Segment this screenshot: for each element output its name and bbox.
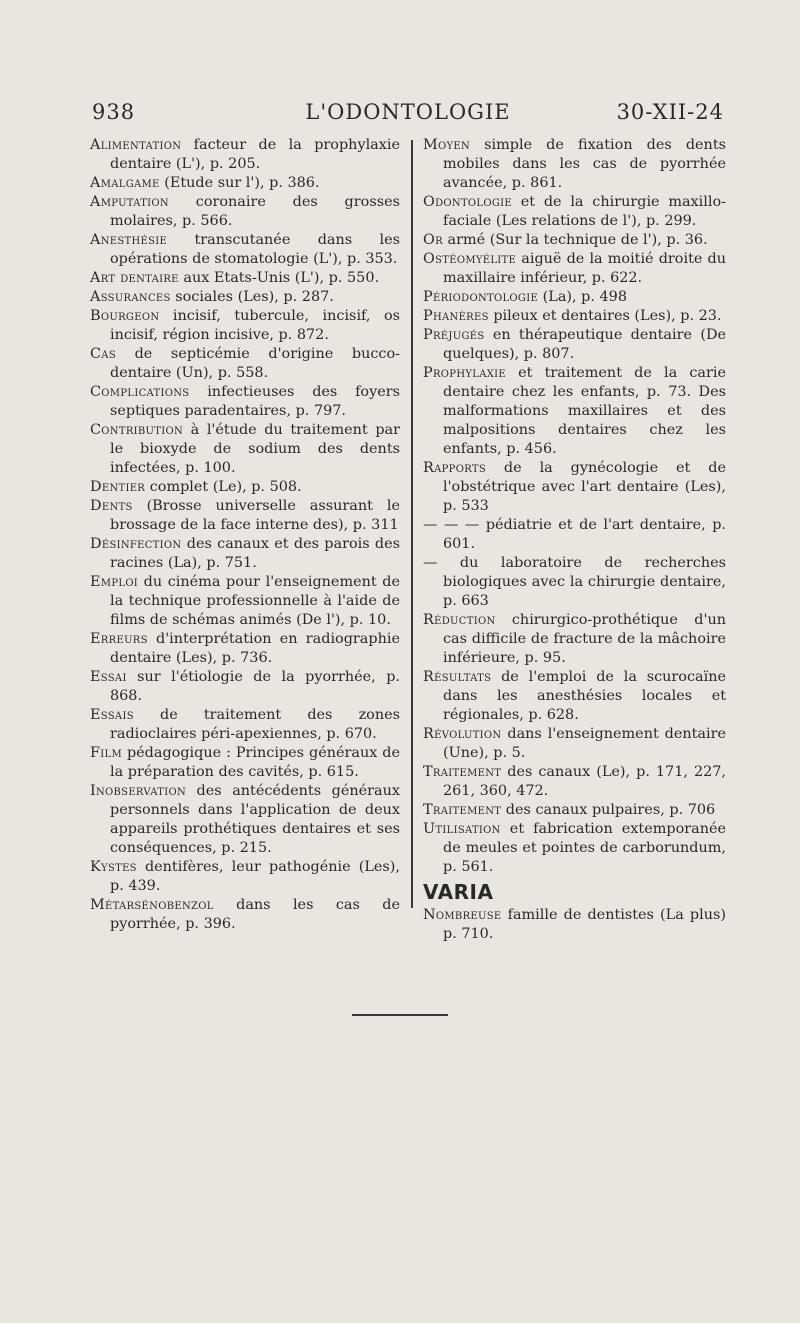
index-entry-text: — du laboratoire de recherches biologiques avec la chirurgie dentaire, p. 663 (423, 555, 726, 609)
journal-title: L'ODONTOLOGIE (305, 100, 511, 124)
index-entry-text: (Etude sur l'), p. 386. (159, 175, 320, 191)
index-entry-text: coronaire des grosses molaires, p. 566. (110, 194, 400, 229)
index-entry (90, 497, 400, 535)
index-entry-text: transcutanée dans les opérations de stomatologie (L'), p. 353. (110, 232, 400, 267)
index-entry (90, 174, 400, 193)
index-entry (423, 288, 726, 307)
index-entry-keyword: Bourgeon (90, 308, 160, 324)
end-rule (352, 1014, 448, 1016)
index-entry-keyword: Résultats (423, 669, 492, 685)
index-entry-text: en thérapeutique dentaire (De quelques), p. 807. (443, 327, 726, 362)
index-entry (90, 193, 400, 231)
index-entry-keyword: Cas (90, 346, 116, 362)
index-entry-text: de traitement des zones radioclaires péri-apexiennes, p. 670. (110, 707, 400, 742)
index-entry-keyword: Essai (90, 669, 127, 685)
index-entry (423, 136, 726, 193)
index-entry-text: chirurgico-prothétique d'un cas difficile de fracture de la mâchoire inférieure, p. 95. (443, 612, 726, 666)
index-entry-text: et fabrication extemporanée de meules et pointes de carborundum, p. 561. (443, 821, 726, 875)
index-entry-text: de la gynécologie et de l'obstétrique avec l'art dentaire (Les), p. 533 (443, 460, 726, 514)
index-entry-text: des canaux pulpaires, p. 706 (501, 802, 716, 818)
index-entry-keyword: Amputation (90, 194, 169, 210)
index-entry-keyword: Périodontologie (423, 289, 539, 305)
column-divider (411, 140, 413, 908)
index-entry-keyword: Rapports (423, 460, 486, 476)
index-entry (90, 269, 400, 288)
index-entry-keyword: Amalgame (90, 175, 160, 191)
varia-heading: VARIA (423, 880, 494, 904)
index-entry-keyword: Traitement (423, 764, 502, 780)
index-entry-text: d'interprétation en radiographie dentaire (Les), p. 736. (110, 631, 400, 666)
index-entry (90, 573, 400, 630)
index-entry-text: des antécédents généraux personnels dans l'application de deux appareils prothétiques dentaires et ses conséquences, p. 215. (110, 783, 400, 856)
index-entry (423, 725, 726, 763)
index-entry (90, 383, 400, 421)
index-entry (423, 906, 726, 944)
issue-date: 30-XII-24 (616, 100, 724, 124)
index-entry-text: facteur de la prophylaxie dentaire (L'), p. 205. (110, 137, 400, 172)
index-entry-text: de l'emploi de la scurocaïne dans les anesthésies locales et régionales, p. 628. (443, 669, 726, 723)
index-entry-keyword: Traitement (423, 802, 502, 818)
index-entry-text: (Brosse universelle assurant le brossage de la face interne des), p. 311 (110, 498, 400, 533)
index-entry-keyword: Complications (90, 384, 190, 400)
index-entry-keyword: Réduction (423, 612, 496, 628)
index-column-left (90, 136, 400, 934)
index-entry-keyword: Erreurs (90, 631, 148, 647)
index-entry-text: (La), p. 498 (538, 289, 627, 305)
index-entry (90, 858, 400, 896)
index-entry-text: aux Etats-Unis (L'), p. 550. (178, 270, 380, 286)
index-entry (90, 630, 400, 668)
index-entry-text: et traitement de la carie dentaire chez les enfants, p. 73. Des malformations maxillaires et des malpositions dentaires chez les enfants, p. 456. (443, 365, 726, 457)
index-entry (423, 326, 726, 364)
index-entry-text: et de la chirurgie maxillo-faciale (Les relations de l'), p. 299. (443, 194, 726, 229)
index-entry (423, 364, 726, 459)
index-entry-keyword: Désinfection (90, 536, 182, 552)
page-header (92, 100, 724, 130)
index-entry (90, 535, 400, 573)
index-entry-keyword: Emploi (90, 574, 139, 590)
index-entry (90, 288, 400, 307)
index-entry (90, 307, 400, 345)
index-entry (423, 801, 726, 820)
index-entry-text: dans les cas de pyorrhée, p. 396. (110, 897, 400, 932)
index-entry-text: à l'étude du traitement par le bioxyde de sodium des dents infectées, p. 100. (110, 422, 400, 476)
index-entry-text: aiguë de la moitié droite du maxillaire inférieur, p. 622. (443, 251, 726, 286)
index-entry (90, 744, 400, 782)
index-entry (90, 345, 400, 383)
index-entry-keyword: Alimentation (90, 137, 182, 153)
index-entry-text: dans l'enseignement dentaire (Une), p. 5. (443, 726, 726, 761)
index-entry-text: pédagogique : Principes généraux de la préparation des cavités, p. 615. (110, 745, 400, 780)
index-entry-text: des canaux (Le), p. 171, 227, 261, 360, 472. (443, 764, 726, 799)
index-entry-text: incisif, tubercule, incisif, os incisif, région incisive, p. 872. (110, 308, 400, 343)
index-entry-text: infectieuses des foyers septiques paradentaires, p. 797. (110, 384, 400, 419)
index-entry-keyword: Contribution (90, 422, 184, 438)
index-entry (423, 611, 726, 668)
index-entry (423, 820, 726, 877)
index-entry-text: sur l'étiologie de la pyorrhée, p. 868. (110, 669, 400, 704)
index-entry-keyword: Phanères (423, 308, 489, 324)
index-entry (423, 193, 726, 231)
index-entry (90, 478, 400, 497)
index-entry-keyword: Inobservation (90, 783, 186, 799)
index-entry-text: des canaux et des parois des racines (La), p. 751. (110, 536, 400, 571)
index-entry-text: dentifères, leur pathogénie (Les), p. 439. (110, 859, 400, 894)
index-entry-keyword: Or (423, 232, 443, 248)
index-entry-text: famille de dentistes (La plus) p. 710. (443, 907, 726, 942)
index-entry-text: de septicémie d'origine bucco-dentaire (Un), p. 558. (110, 346, 400, 381)
index-entry-keyword: Préjugés (423, 327, 485, 343)
index-entry-keyword: Anesthésie (90, 232, 168, 248)
page-number: 938 (92, 100, 136, 124)
index-entry (90, 706, 400, 744)
index-entry (423, 307, 726, 326)
index-entry (90, 782, 400, 858)
index-entry-keyword: Dentier (90, 479, 146, 495)
index-entry-keyword: Dents (90, 498, 133, 514)
index-entry (90, 668, 400, 706)
index-entry-keyword: Utilisation (423, 821, 501, 837)
index-entry (90, 421, 400, 478)
index-entry-keyword: Kystes (90, 859, 137, 875)
index-column-right (423, 136, 726, 944)
index-entry-keyword: Assurances (90, 289, 171, 305)
index-entry (423, 250, 726, 288)
index-entry-keyword: Essais (90, 707, 134, 723)
index-entry-keyword: Nombreuse (423, 907, 502, 923)
index-entry-text: — — — pédiatrie et de l'art dentaire, p. 601. (423, 517, 726, 552)
index-entry-keyword: Prophylaxie (423, 365, 506, 381)
index-entry-text: du cinéma pour l'enseignement de la technique professionnelle à l'aide de films de schémas animés (De l'), p. 10. (110, 574, 400, 628)
index-entry (423, 554, 726, 611)
index-entry-text: armé (Sur la technique de l'), p. 36. (442, 232, 708, 248)
index-entry (423, 668, 726, 725)
index-entry-keyword: Moyen (423, 137, 471, 153)
index-entry-text: pileux et dentaires (Les), p. 23. (488, 308, 722, 324)
index-entry-keyword: Métarsénobenzol (90, 897, 214, 913)
index-entry (423, 763, 726, 801)
index-entry-text: sociales (Les), p. 287. (170, 289, 334, 305)
index-entry (90, 136, 400, 174)
index-entry (90, 231, 400, 269)
index-entry-keyword: Révolution (423, 726, 502, 742)
index-entry (423, 516, 726, 554)
index-entry-keyword: Film (90, 745, 123, 761)
index-entry (423, 459, 726, 516)
index-entry-keyword: Art dentaire (90, 270, 179, 286)
index-entry-keyword: Odontologie (423, 194, 513, 210)
index-entry-text: complet (Le), p. 508. (145, 479, 302, 495)
index-entry (90, 896, 400, 934)
index-entry (423, 231, 726, 250)
index-entry-keyword: Ostéomyélite (423, 251, 517, 267)
index-entry-text: simple de fixation des dents mobiles dans les cas de pyorrhée avancée, p. 861. (443, 137, 726, 191)
